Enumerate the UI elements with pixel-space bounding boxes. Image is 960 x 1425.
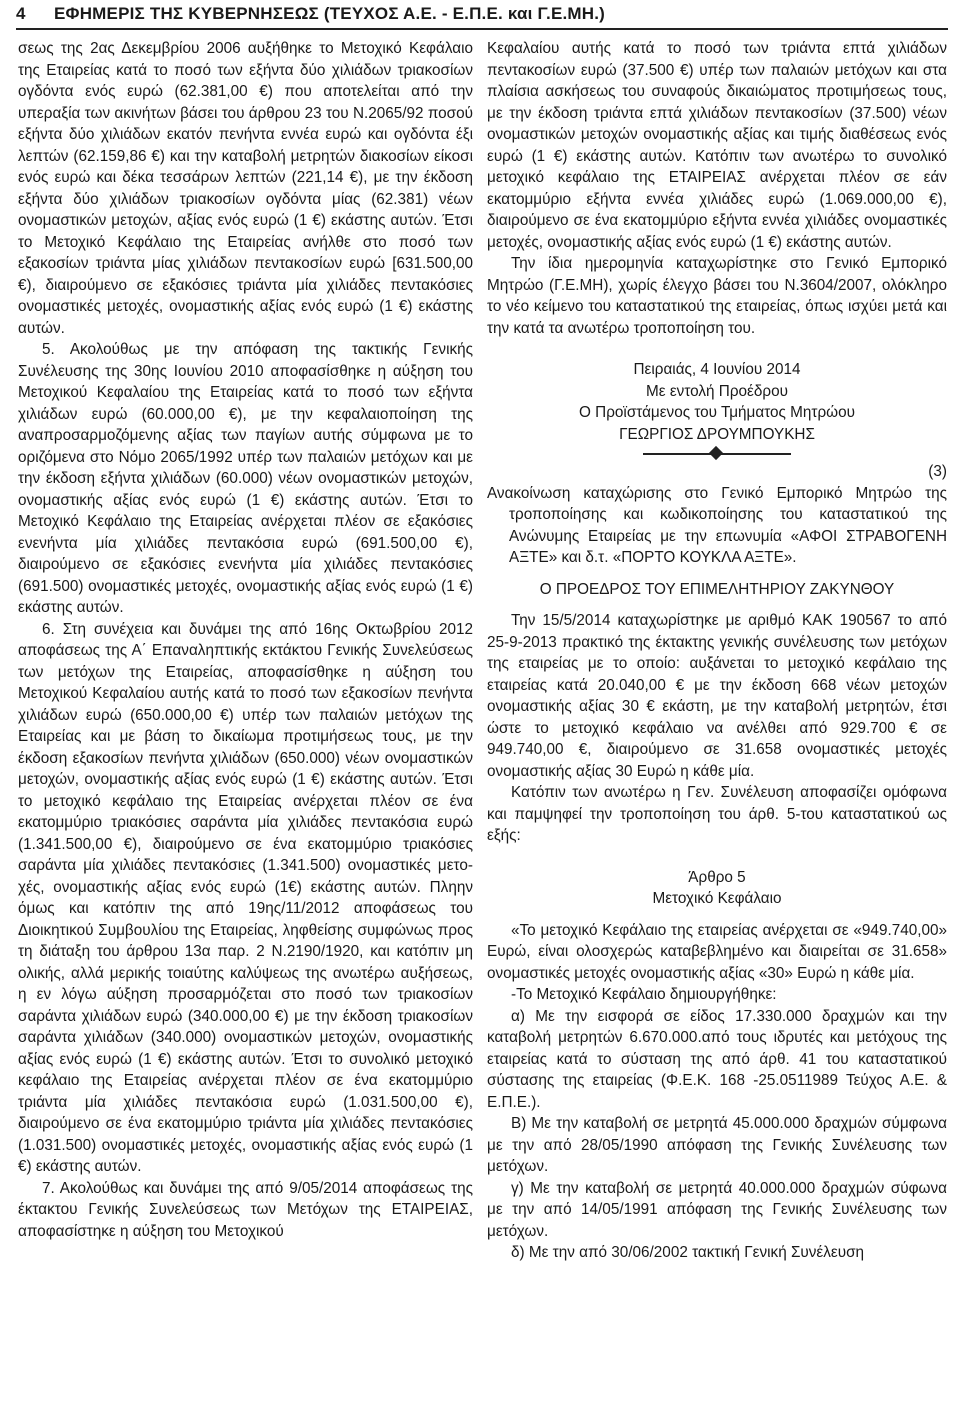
notice-title: Ανακοίνωση καταχώρισης στο Γενικό Εμπορικό Μητρώο της τροποποίησης και κωδικοποίησης του καταστατικού της Ανώνυμης Εταιρείας με την επωνυμία «ΑΦΟΙ ΣΤΡΑΒΟΓΕΝΗ ΑΞΤΕ» και δ.τ. «ΠΟΡΤΟ ΚΟΥΚΛΑ ΑΞΤΕ». — [487, 484, 947, 566]
by-order-line: Με εντολή Προέδρου — [646, 382, 788, 400]
right-paragraph-8: Β) Με την καταβολή σε μετρητά 45.000.000 δραχμών σύμφωνα με την από 28/05/1990 απόφαση της Γενικής Συνέλευσης των μετόχων. — [487, 1115, 947, 1175]
right-paragraph-5: «Το μετοχικό Κεφάλαιο της εταιρείας ανέρχεται σε «949.740,00» Ευρώ, είναι ολοσχερώς καταβεβλημένο και διαιρείται σε 31.658» ονομαστικές μετοχές ονομαστικής αξίας «30» Ευρώ η κάθε μία. — [487, 921, 947, 982]
left-column — [18, 38, 473, 1242]
article-title: Μετοχικό Κεφάλαιο — [652, 890, 782, 907]
signer-title: Ο Προϊστάμενος του Τμήματος Μητρώου — [579, 404, 855, 421]
place-date: Πειραιάς, 4 Ιουνίου 2014 — [633, 361, 801, 378]
gazette-title: ΕΦΗΜΕΡΙΣ ΤΗΣ ΚΥΒΕΡΝΗΣΕΩΣ (ΤΕΥΧΟΣ Α.Ε. - Ε.Π.Ε. και Γ.Ε.ΜΗ.) — [54, 4, 606, 23]
right-paragraph-9: γ) Με την καταβολή σε μετρητά 40.000.000 δραχμών σύφωνα με την από 14/05/1991 απόφαση της Γενικής Συνέλευσης των μετόχων. — [487, 1179, 947, 1240]
left-paragraph-1: σεως της 2ας Δεκεμβρίου 2006 αυξήθηκε το Μετοχικό Κεφάλαιο της Εταιρείας κατά το ποσό των εξήντα δύο χιλιάδων τριακοσίων ογδόντα ενός ευρώ (62.381,00 €) που αποτελείται από την υπεραξία των ακινήτων βάσει του άρθρου 23 του Ν.2065/92 ποσού εξήντα δύο χιλιάδων εκατόν πενήντα εννέα ευρώ και ογδόντα έξι λεπτών (62.159,86 €) και την καταβολή μετρητών διακοσίων είκοσι ενός ευρώ και δέκα τεσσάρων λεπτών (221,14 €), με την έκδοση εξήντα δύο χιλιάδων τριακοσίων ογδόντα μίας (62.381) νέων ονομαστικών μετοχών, αξίας ενός ευρώ (1 €) εκάστης αυτών. Έτσι το Μετοχικό Κεφάλαιο της Εταιρείας ανήλθε στο ποσό των εξακοσίων τριάντα μίας χιλιάδων πεντακοσίων ευρώ [631.500,00 €), διαιρούμενο σε εξακόσιες τριάντα μία χιλιάδες πεντακόσιες ονομαστικές μετοχές, ονομαστικής αξίας ενός ευρώ (1 €) εκάστης αυτών. — [18, 40, 473, 337]
diamond-icon — [709, 446, 723, 460]
right-paragraph-2: Την ίδια ημερομηνία καταχωρίστηκε στο Γενικό Εμπορικό Μητρώο (Γ.Ε.ΜΗ), χωρίς έλεγχο βάσει του Ν.3604/2007, ολόκληρο το νέο κείμενο του καταστατικού της εταιρείας, όπως ισχύει μετά και την κατά τα ανωτέρω τροποποίηση του. — [487, 255, 947, 337]
article-number: Άρθρο 5 — [688, 868, 746, 886]
right-column — [487, 38, 947, 1264]
left-paragraph-2: 5. Ακολούθως με την απόφαση της τακτικής Γενικής Συνέλευσης της 30ης Ιουνίου 2010 αποφασίσθηκε η αύξηση του Μετοχικού Κεφαλαίου της Εταιρείας κατά το ποσό των εξήντα χιλιάδων ευρώ (60.000,00 €), με την κεφαλαιοποίηση της αναπροσαρμοζόμενης αξίας των παγίων αυτής σύμφωνα με το οριζόμενα στο Νόμο 2065/1992 υπέρ των παλαιών μετόχων και με την έκδοση εξήντα χιλιάδων (60.000) νέων ονομαστικών μετοχών, ονομαστικής αξίας ενός ευρώ (1 €) εκάστης αυτών. Έτσι το Μετοχικό Κεφάλαιο της Εταιρείας ανέρχεται πλέον σε εξακόσιες ενενήντα μία χιλιάδες πεντακόσια ευρώ (691.500,00 €), διαιρούμενο σε εξακόσιες ενενήντα μία χιλιάδες πεντακόσιες (691.500) ονομαστικές μετοχές, ονομαστικής αξίας ενός ευρώ (1 €) εκάστης αυτών. — [18, 341, 473, 616]
right-paragraph-1: Κεφαλαίου αυτής κατά το ποσό των τριάντα επτά χιλιάδων πεντακοσίων ευρώ (37.500 €) υπέρ των παλαιών μετόχων και στα πλαίσια ασκήσεως του συναφούς δικαιώματος προτιμήσεως τους, με την έκδοση τριάντα επτά χιλιάδων πεντακοσίων (37.500) νέων ονομαστικών μετοχών ονομαστικής αξίας και τιμής διαθέσεως ενός ευρώ (1 €) εκάστης αυτών. Κατόπιν των ανωτέρω το συνολικό μετοχικό κεφάλαιο της ΕΤΑΙΡΕΙΑΣ ανέρχεται πλέον σε εάν εκατομμύριο εξήντα εννέα χιλιάδες ευρώ (1.069.000,00 €), διαιρούμενο σε ένα εκατομμύριο εξήντα εννέα χιλιάδες ονομαστικές μετοχές, ονομαστικής αξίας ενός ευρώ (1 €) εκάστης αυτών. — [487, 40, 947, 251]
right-paragraph-4: Κατόπιν των ανωτέρω η Γεν. Συνέλευση αποφασίζει ομόφωνα και παμψηφεί την τροποποίηση του άρθ. 5-του καταστατικού ως εξής: — [487, 784, 947, 844]
issuer-heading: Ο ΠΡΟΕΔΡΟΣ ΤΟΥ ΕΠΙΜΕΛΗΤΗΡΙΟΥ ΖΑΚΥΝΘΟΥ — [539, 580, 895, 598]
signer-name: ΓΕΩΡΓΙΟΣ ΔΡΟΥΜΠΟΥΚΗΣ — [619, 425, 815, 443]
left-paragraph-4: 7. Ακολούθως και δυνάμει της από 9/05/2014 αποφάσεως της έκτακτου Γενικής Συνελεύσεως των Μετόχων της ΕΤΑΙΡΕΙΑΣ, αποφασίστηκε η αύξηση του Μετοχικού — [18, 1179, 473, 1240]
section-divider — [643, 447, 791, 461]
left-paragraph-3: 6. Στη συνέχεια και δυνάμει της από 16ης Οκτωβρίου 2012 αποφάσεως της Α΄ Επαναληπτικής εκτάκτου Γενικής Συνελεύσεως των μετόχων της Εταιρείας, αποφασίσθηκε η αύξηση του Μετοχικού Κεφαλαίου αυτής κατά το ποσό των εξακοσίων πενήντα χιλιάδων ευρώ (650.000,00 €) υπέρ των παλαιών μετόχων της Εταιρείας και με βάση το δικαίωμα προτιμήσεως τους, με την έκδοση εξακοσίων πενήντα χιλιάδων (650.000) νέων ονομαστικών μετοχών, ονομαστικής αξίας ενός ευρώ (1 €) εκάστης αυτών. Έτσι το μετοχικό κεφάλαιο της Εταιρείας ανέρχεται πλέον σε ένα εκατομμύριο τριακόσιες σαράντα μία χιλιάδες πεντακόσια ευρώ (1.341.500,00 €), διαιρούμενο σε ένα εκατομμύριο τριακόσιες σαράντα μία χιλιάδες πεντακόσιες (1.341.500) ονομαστικές μετοχές, ονομαστικής αξίας ενός ευρώ (1€) εκάστης αυτών. Πληην όμως και κατόπιν της από 19ης/11/2012 αποφάσεως του Διοικητικού Συμβουλίου της Εταιρείας, ληφθείσης συμφώνως προς τη διάταξη του άρθρου 13α παρ. 2 Ν.2190/1920, και κατόπιν μη ολικής, αλλά μερικής τοιαύτης καλύψεως της ανωτέρω αυξήσεως, η εν λόγω αύξηση προσαρμόζεται στο ποσό των τριακοσίων σαράντα χιλιάδων ευρώ (340.000,00 €) με την έκδοση τριακοσίων σαράντα χιλιάδων (340.000) ονομαστικών μετοχών, ονομαστικής αξίας ενός ευρώ (1 €) εκάστης αυτών. Έτσι το συνολικό μετοχικό κεφάλαιο της Εταιρείας ανέρχεται πλέον σε ένα εκατομμύριο τριάντα μία χιλιάδες πεντακόσια ευρώ (1.031.500,00 €), διαιρούμενο σε ένα εκατομμύριο τριάντα μία χιλιάδες πεντακόσιες (1.031.500) ονομαστικές μετοχές, ονομαστικής αξίας ενός ευρώ (1 €) εκάστης αυτών. — [18, 620, 473, 1175]
page-number: 4 — [16, 4, 26, 23]
header-rule — [16, 28, 948, 30]
page-header — [16, 0, 948, 28]
right-paragraph-6: -Το Μετοχικό Κεφάλαιο δημιουργήθηκε: — [511, 986, 777, 1003]
notice-number: (3) — [928, 463, 947, 480]
right-paragraph-10: δ) Με την από 30/06/2002 τακτική Γενική Συνέλευση — [511, 1244, 865, 1261]
right-paragraph-3: Την 15/5/2014 καταχωρίστηκε με αριθμό ΚΑΚ 190567 το από 25-9-2013 πρακτικό της έκτακτης γενικής συνέλευσης των μετόχων της εταιρείας με το οποίο: αυξάνεται το μετοχικό κεφάλαιο της εταιρείας κατά 20.040,00 € με την έκδοση 668 νέων μετοχών ονομαστικής αξίας 30 € εκάστη, με την καταβολή μετρητών, έτσι ώστε το μετοχικό κεφάλαιο να ανέλθει από 929.700 € σε 949.740,00 €, διαιρούμενο σε 31.658 ονομαστικές μετοχές ονομαστικής αξίας 30 Ευρώ η κάθε μία. — [487, 612, 947, 780]
right-paragraph-7: α) Με την εισφορά σε είδος 17.330.000 δραχμών και την καταβολή μετρητών 6.670.000.από τους ιδρυτές και μετόχους της εταιρείας κατά το σύσταση της από άρθ. 41 του καταστατικού σύστασης της εταιρείας (Φ.Ε.Κ. 168 -25.0511989 Τεύχος Α.Ε. & Ε.Π.Ε.). — [487, 1007, 947, 1111]
